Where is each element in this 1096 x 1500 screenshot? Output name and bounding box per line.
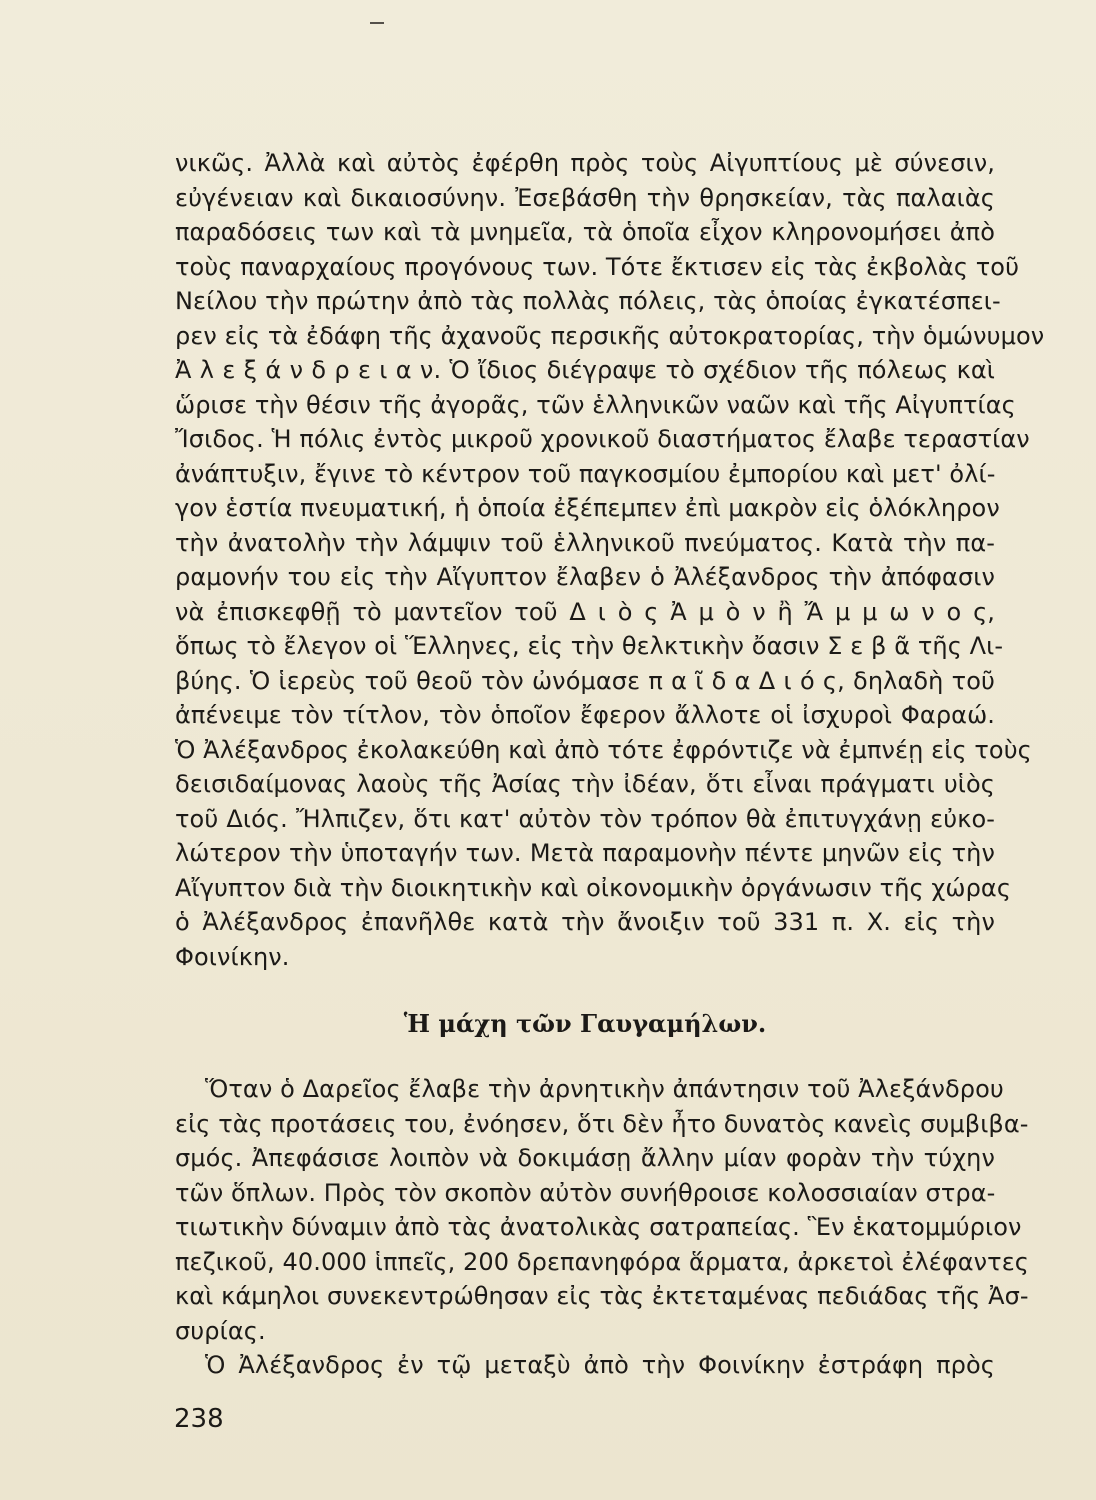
text-line: ραμονήν του εἰς τὴν Αἴγυπτον ἔλαβεν ὁ Ἀλέξανδρος τὴν ἀπόφασιν [175, 563, 995, 591]
text-line: δεισιδαίμονας λαοὺς τῆς Ἀσίας τὴν ἰδέαν, ὅτι εἶναι πράγματι υἱὸς [175, 770, 995, 798]
text-line: ἀπένειμε τὸν τίτλον, τὸν ὁποῖον ἔφερον ἄλλοτε οἱ ἰσχυροὶ Φαραώ. [175, 701, 995, 729]
text-line: Ὅταν ὁ Δαρεῖος ἔλαβε τὴν ἀρνητικὴν ἀπάντησιν τοῦ Ἀλεξάνδρου [205, 1075, 1004, 1103]
text-line: νικῶς. Ἀλλὰ καὶ αὐτὸς ἐφέρθη πρὸς τοὺς Αἰγυπτίους μὲ σύνεσιν, [175, 149, 995, 177]
text-line: ἀνάπτυξιν, ἔγινε τὸ κέντρον τοῦ παγκοσμίου ἐμπορίου καὶ μετ' ὀλί- [175, 459, 996, 488]
text-line: πεζικοῦ, 40.000 ἱππεῖς, 200 δρεπανηφόρα ἅρματα, ἀρκετοὶ ἐλέφαντες [175, 1247, 1029, 1276]
text-line: Φοινίκην. [175, 942, 290, 971]
text-line: ὥρισε τὴν θέσιν τῆς ἀγορᾶς, τῶν ἑλληνικῶν ναῶν καὶ τῆς Αἰγυπτίας [175, 390, 1016, 419]
text-line: ὁ Ἀλέξανδρος ἐπανῆλθε κατὰ τὴν ἄνοιξιν τοῦ 331 π. Χ. εἰς τὴν [175, 908, 995, 936]
page-number: 238 [174, 1404, 224, 1434]
ink-mark [370, 22, 384, 24]
text-line: λώτερον τὴν ὑποταγήν των. Μετὰ παραμονὴν πέντε μηνῶν εἰς τὴν [175, 839, 995, 867]
text-line: εἰς τὰς προτάσεις του, ἐνόησεν, ὅτι δὲν ἦτο δυνατὸς κανεὶς συμβιβα- [175, 1109, 1029, 1138]
text-line: συρίας. [175, 1316, 266, 1345]
text-line: ρεν εἰς τὰ ἐδάφη τῆς ἀχανοῦς περσικῆς αὐτοκρατορίας, τὴν ὁμώνυμον [175, 321, 1045, 350]
paragraph-alexandria [175, 146, 1045, 974]
text-line: τὴν ἀνατολὴν τὴν λάμψιν τοῦ ἑλληνικοῦ πνεύματος. Κατὰ τὴν πα- [175, 528, 995, 557]
text-line: βύης. Ὁ ἱερεὺς τοῦ θεοῦ τὸν ὠνόμασε π α ῖ δ α Δ ι ό ς, δηλαδὴ τοῦ [175, 666, 995, 695]
text-line: τοὺς παναρχαίους προγόνους των. Τότε ἔκτισεν εἰς τὰς ἐκβολὰς τοῦ [175, 252, 1020, 281]
text-line: Ὁ Ἀλέξανδρος ἐν τῷ μεταξὺ ἀπὸ τὴν Φοινίκην ἐστράφη πρὸς [205, 1351, 995, 1379]
text-line: Ἀ λ ε ξ ά ν δ ρ ε ι α ν. Ὁ ἴδιος διέγραψε τὸ σχέδιον τῆς πόλεως καὶ [175, 356, 995, 384]
text-line: παραδόσεις των καὶ τὰ μνημεῖα, τὰ ὁποῖα εἶχον κληρονομήσει ἀπὸ [175, 218, 995, 246]
text-line: γον ἑστία πνευματική, ἡ ὁποία ἐξέπεμπεν ἐπὶ μακρὸν εἰς ὁλόκληρον [175, 494, 1000, 522]
text-line: Ὁ Ἀλέξανδρος ἐκολακεύθη καὶ ἀπὸ τότε ἐφρόντιζε νὰ ἐμπνέῃ εἰς τοὺς [175, 735, 1032, 764]
text-line: Νείλου τὴν πρώτην ἀπὸ τὰς πολλὰς πόλεις, τὰς ὁποίας ἐγκατέσπει- [175, 287, 1001, 315]
text-line: ὅπως τὸ ἔλεγον οἱ Ἕλληνες, εἰς τὴν θελκτικὴν ὄασιν Σ ε β ᾶ τῆς Λι- [175, 632, 1004, 660]
text-line: τῶν ὅπλων. Πρὸς τὸν σκοπὸν αὐτὸν συνήθροισε κολοσσιαίαν στρα- [175, 1178, 996, 1207]
text-line: Ἴσιδος. Ἡ πόλις ἐντὸς μικροῦ χρονικοῦ διαστήματος ἔλαβε τεραστίαν [175, 425, 1030, 453]
text-line: καὶ κάμηλοι συνεκεντρώθησαν εἰς τὰς ἐκτεταμένας πεδιάδας τῆς Ἀσ- [175, 1282, 1029, 1310]
paragraph-gaugamela [175, 1072, 1029, 1383]
text-line: Αἴγυπτον διὰ τὴν διοικητικὴν καὶ οἰκονομικὴν ὀργάνωσιν τῆς χώρας [175, 873, 1012, 902]
section-heading: Ἡ μάχη τῶν Γαυγαμήλων. [403, 1009, 767, 1038]
text-line: τοῦ Διός. Ἤλπιζεν, ὅτι κατ' αὐτὸν τὸν τρόπον θὰ ἐπιτυγχάνῃ εὐκο- [175, 804, 995, 833]
text-line: νὰ ἐπισκεφθῇ τὸ μαντεῖον τοῦ Δ ι ὸ ς Ἀ μ ὸ ν ἢ Ἄ μ μ ω ν ο ς, [175, 597, 995, 626]
text-line: σμός. Ἀπεφάσισε λοιπὸν νὰ δοκιμάσῃ ἄλλην μίαν φορὰν τὴν τύχην [175, 1144, 995, 1172]
text-line: εὐγένειαν καὶ δικαιοσύνην. Ἐσεβάσθη τὴν θρησκείαν, τὰς παλαιὰς [175, 183, 995, 212]
text-line: τιωτικὴν δύναμιν ἀπὸ τὰς ἀνατολικὰς σατραπείας. Ἓν ἑκατομμύριον [175, 1213, 1022, 1241]
